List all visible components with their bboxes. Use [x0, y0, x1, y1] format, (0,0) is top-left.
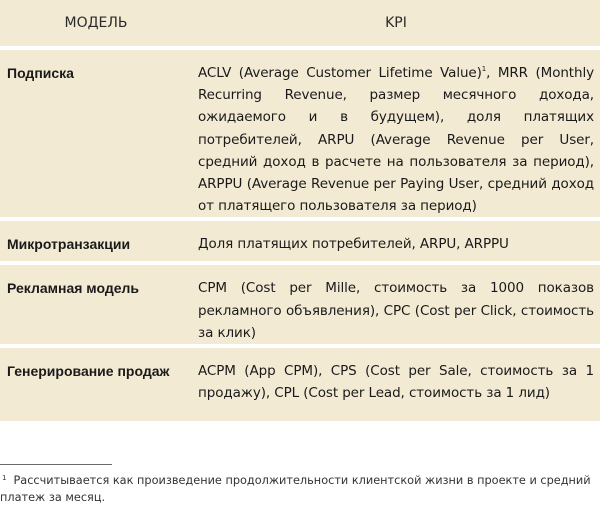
header-model: МОДЕЛЬ [0, 0, 192, 48]
table-row [0, 48, 600, 219]
table-row [0, 263, 600, 346]
header-row [0, 0, 600, 48]
model-name: Рекламная модель [0, 263, 192, 346]
kpi-text: ACLV (Average Customer Lifetime Value) [198, 65, 482, 81]
header-kpi: KPI [192, 0, 600, 48]
footnote-text: Рассчитывается как произведение продолжительности клиентской жизни в проекте и средний платеж за месяц. [0, 474, 591, 504]
model-name: Микротранзакции [0, 219, 192, 263]
footnote-divider [0, 464, 112, 465]
footnote [0, 470, 600, 505]
kpi-text-continued: , MRR (Monthly Recurring Revenue, размер месячного дохода, ожидаемого и в будущем), доля платящих потребителей, ARPU (Average Revenue per User, средний доход в расчете на пользователя за период), ARPPU (Average Revenue per Paying User, средний доход от платящего пользователя за период) [198, 65, 594, 215]
kpi-description: CPM (Cost per Mille, стоимость за 1000 показов рекламного объявления), CPC (Cost per Click, стоимость за клик) [192, 263, 600, 346]
model-name: Генерирование продаж [0, 346, 192, 421]
table-row [0, 219, 600, 263]
table-row [0, 346, 600, 421]
footnote-reference: 1 [481, 65, 487, 73]
kpi-description [192, 48, 600, 219]
kpi-description: ACPM (App CPM), CPS (Cost per Sale, стоимость за 1 продажу), CPL (Cost per Lead, стоимость за 1 лид) [192, 346, 600, 421]
footnote-mark: 1 [2, 474, 7, 482]
kpi-description: Доля платящих потребителей, ARPU, ARPPU [192, 219, 600, 263]
model-name: Подписка [0, 48, 192, 219]
